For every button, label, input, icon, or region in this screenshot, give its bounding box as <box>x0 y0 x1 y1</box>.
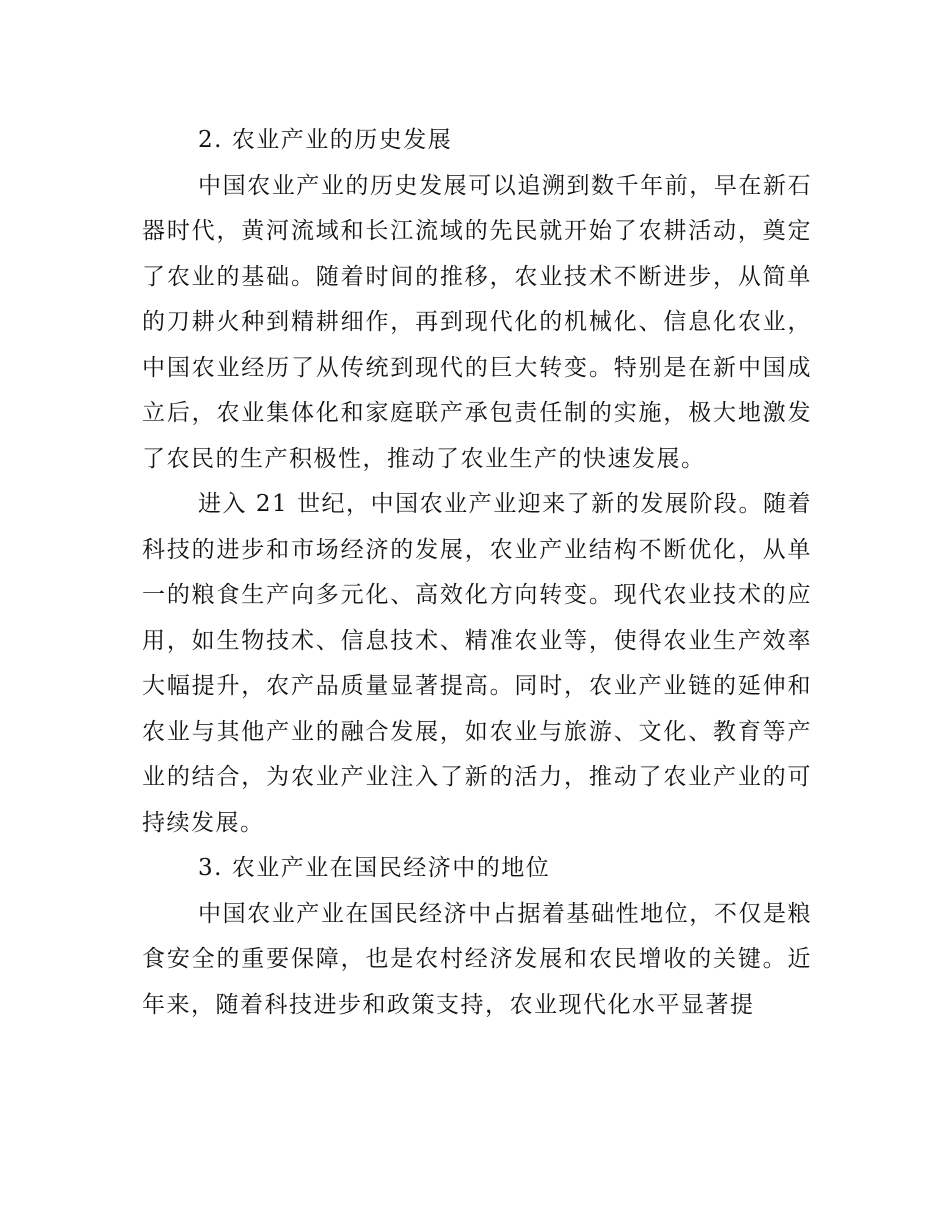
paragraph-history: 中国农业产业的历史发展可以追溯到数千年前，早在新石器时代，黄河流域和长江流域的先民就开始了农耕活动，奠定了农业的基础。随着时间的推移，农业技术不断进步，从简单的刀耕火种到精耕细作，再到现代化的机械化、信息化农业，中国农业经历了从传统到现代的巨大转变。特别是在新中国成立后，农业集体化和家庭联产承包责任制的实施，极大地激发了农民的生产积极性，推动了农业生产的快速发展。 <box>142 172 812 472</box>
section-heading-historical-development: 2. 农业产业的历史发展 <box>198 127 453 153</box>
paragraph-economic-status: 中国农业产业在国民经济中占据着基础性地位，不仅是粮食安全的重要保障，也是农村经济发展和农民增收的关键。近年来，随着科技进步和政策支持，农业现代化水平显著提 <box>142 900 812 1018</box>
paragraph-21st-century: 进入 21 世纪，中国农业产业迎来了新的发展阶段。随着科技的进步和市场经济的发展，农业产业结构不断优化，从单一的粮食生产向多元化、高效化方向转变。现代农业技术的应用，如生物技术、信息技术、精准农业等，使得农业生产效率大幅提升，农产品质量显著提高。同时，农业产业链的延伸和农业与其他产业的融合发展，如农业与旅游、文化、教育等产业的结合，为农业产业注入了新的活力，推动了农业产业的可持续发展。 <box>142 491 812 836</box>
document-body <box>142 118 812 1028</box>
section-heading-economic-status: 3. 农业产业在国民经济中的地位 <box>198 855 551 881</box>
